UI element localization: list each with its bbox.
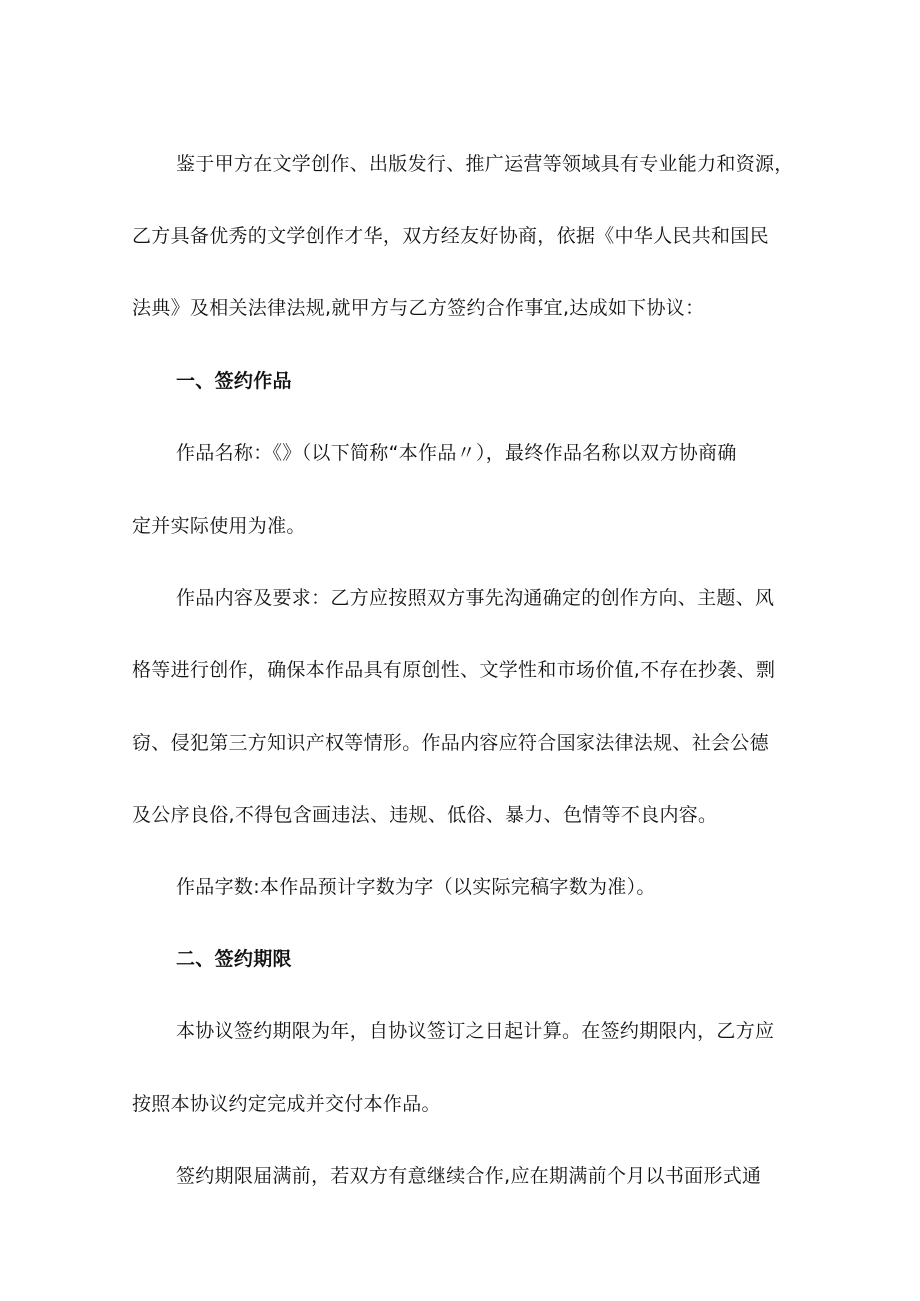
paragraph-work-content-line-3: 窃、侵犯第三方知识产权等情形。作品内容应符合国家法律法规、社会公德	[132, 732, 769, 754]
section-heading-2: 二、签约期限	[176, 948, 292, 970]
paragraph-work-content-line-2: 格等进行创作，确保本作品具有原创性、文学性和市场价值,不存在抄袭、剽	[132, 659, 776, 681]
paragraph-term-line-1: 本协议签约期限为年，自协议签订之日起计算。在签约期限内，乙方应	[176, 1020, 775, 1042]
paragraph-work-content-line-4: 及公序良俗,不得包含画违法、违规、低俗、暴力、色情等不良内容。	[132, 804, 718, 826]
paragraph-work-title-line-1: 作品名称：《》（以下简称“本作品〃），最终作品名称以双方协商确	[176, 442, 737, 464]
paragraph-preamble-line-2: 乙方具备优秀的文学创作才华，双方经友好协商，依据《中华人民共和国民	[132, 225, 769, 247]
section-heading-1: 一、签约作品	[176, 370, 292, 392]
paragraph-work-title-line-2: 定并实际使用为准。	[132, 515, 306, 537]
paragraph-preamble-line-1: 鉴于甲方在文学创作、出版发行、推广运营等领域具有专业能力和资源，	[176, 153, 794, 175]
paragraph-word-count: 作品字数:本作品预计字数为字（以实际完稿字数为准）。	[176, 876, 656, 898]
paragraph-work-content-line-1: 作品内容及要求：乙方应按照双方事先沟通确定的创作方向、主题、风	[176, 587, 775, 609]
paragraph-term-line-2: 按照本协议约定完成并交付本作品。	[132, 1093, 441, 1115]
paragraph-preamble-line-3: 法典》及相关法律法规,就甲方与乙方签约合作事宜,达成如下协议：	[132, 297, 705, 319]
paragraph-renewal-line-1: 签约期限届满前，若双方有意继续合作,应在期满前个月以书面形式通	[176, 1165, 762, 1187]
